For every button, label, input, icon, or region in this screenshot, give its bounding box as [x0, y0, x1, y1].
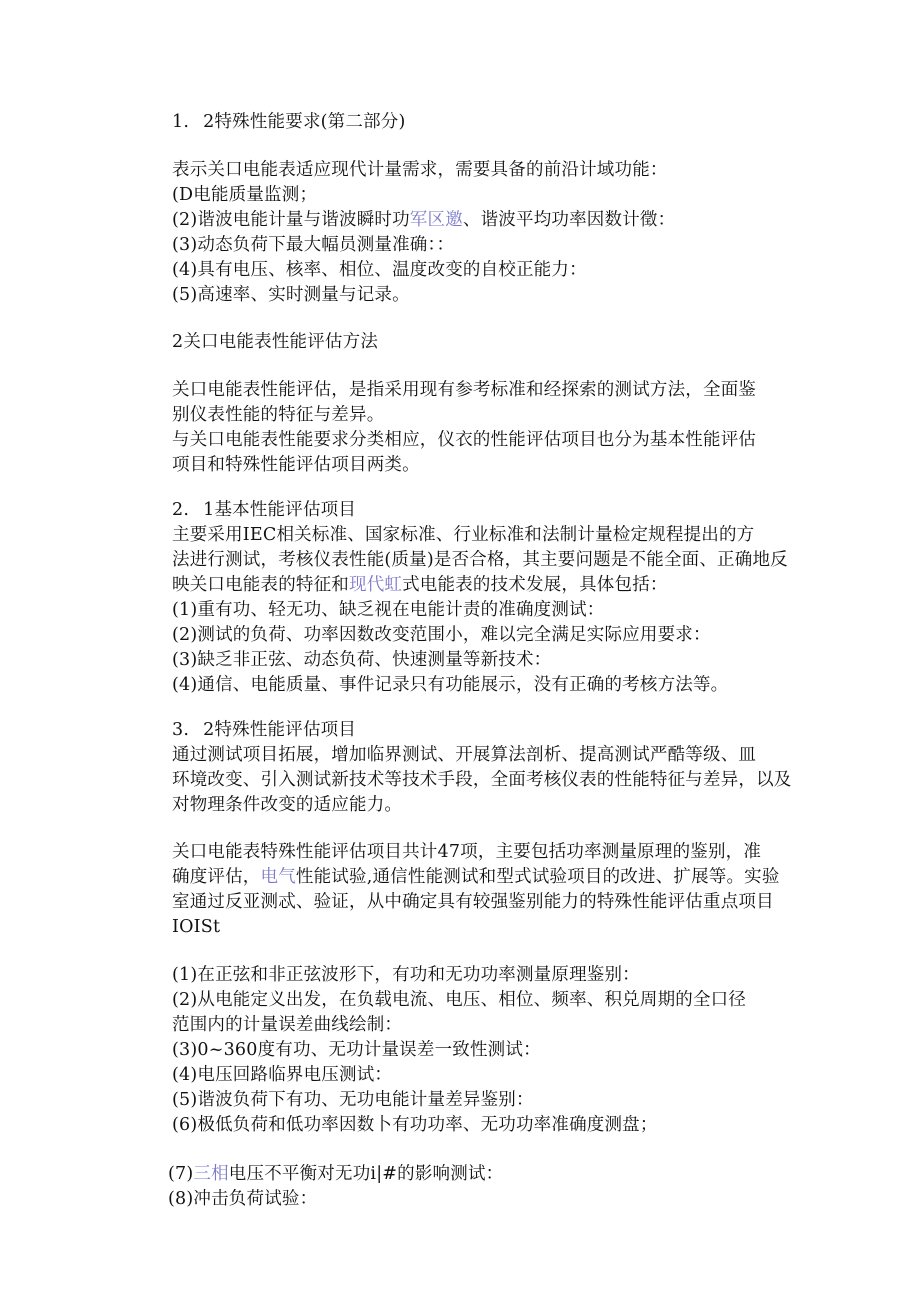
list-item: (5)谐波负荷下有功、无功电能计量差异鉴别： [172, 1090, 534, 1110]
list-item: (D电能质量监测； [172, 185, 318, 205]
inline-link[interactable]: 电气 [260, 867, 296, 887]
heading-text: 2特殊性能评估项目 [203, 720, 357, 740]
section-heading-2: 2关口电能表性能评估方法 [172, 332, 379, 352]
inline-link[interactable]: 现代虹 [349, 575, 403, 595]
paragraph-line: 通过测试项目拓展，增加临界测试、开展算法剖析、提高测试严酷等级、皿 [172, 745, 757, 765]
section-heading-1-2 [172, 110, 406, 134]
heading-number: 2. [172, 500, 190, 520]
list-item: (8)冲击负荷试验： [168, 1189, 318, 1209]
section-heading-2-1 [172, 498, 356, 522]
paragraph-line: 项目和特殊性能评估项目两类。 [172, 455, 420, 475]
paragraph-line: 与关口电能表性能要求分类相应，仪衣的性能评估项目也分为基本性能评估 [172, 430, 757, 450]
paragraph-line: 表示关口电能表适应现代计量需求，需要具备的前沿计域功能： [172, 160, 668, 180]
heading-text: 2特殊性能要求(第二部分) [203, 112, 406, 132]
list-item [168, 1162, 503, 1186]
list-item: 范围内的计量误差曲线绘制： [172, 1015, 403, 1035]
paragraph-line: 对物理条件改变的适应能力。 [172, 795, 403, 815]
paragraph-line: 关口电能表性能评估，是指采用现有参考标准和经探索的测试方法，全面鉴 [172, 380, 757, 400]
list-item: (3)缺乏非正弦、动态负荷、快速测量等新技术： [172, 650, 552, 670]
list-item: (4)具有电压、核率、相位、温度改变的自校正能力： [172, 260, 587, 280]
inline-link[interactable]: 三相 [193, 1164, 229, 1184]
list-item [172, 208, 675, 232]
paragraph-line [172, 573, 668, 597]
list-item: (2)测试的负荷、功率因数改变范围小，难以完全满足实际应用要求： [172, 625, 711, 645]
paragraph-line: 别仪表性能的特征与差异。 [172, 405, 385, 425]
heading-number: 3. [172, 720, 190, 740]
section-heading-3-2 [172, 718, 356, 742]
list-item: (2)从电能定义出发，在负载电流、电压、相位、频率、积兑周期的全口径 [172, 990, 747, 1010]
list-item: (1)在正弦和非正弦波形下，有功和无功功率测量原理鉴别： [172, 965, 640, 985]
list-item: (4)电压回路临界电压测试： [172, 1065, 393, 1085]
heading-number: 1. [172, 112, 190, 132]
paragraph-line: 环境改变、引入测试新技术等技术手段，全面考核仪表的性能特征与差异，以及 [172, 770, 792, 790]
paragraph-line: 关口电能表特殊性能评估项目共计47项，主要包括功率测量原理的鉴别，准 [172, 842, 762, 862]
paragraph-text: 映关口电能表的特征和 [172, 575, 349, 595]
list-item-text: (7) [168, 1164, 194, 1184]
paragraph-text: 性能试验,通信性能测试和型式试验项目的改进、扩展等。实验 [295, 867, 780, 887]
list-item-text: (2)谐波电能计量与谐波瞬时功 [172, 210, 410, 230]
list-item-text: 电压不平衡对无功i|#的影响测试： [228, 1164, 504, 1184]
list-item: (5)高速率、实时测量与记录。 [172, 285, 410, 305]
heading-text: 1基本性能评估项目 [203, 500, 357, 520]
list-item: (4)通信、电能质量、事件记录只有功能展示，没有正确的考核方法等。 [172, 675, 729, 695]
list-item: (3)0~360度有功、无功计量误差一致性测试： [172, 1040, 541, 1060]
paragraph-text: 确度评估， [172, 867, 261, 887]
paragraph-line: 主要采用IEC相关标准、国家标准、行业标准和法制计量检定规程提出的方 [172, 525, 755, 545]
paragraph-line: IOISt [172, 917, 221, 937]
paragraph-line: 法进行测试，考核仪表性能(质量)是否合格，其主要问题是不能全面、正确地反 [172, 550, 788, 570]
paragraph-text: 式电能表的技术发展，具体包括： [402, 575, 668, 595]
inline-link[interactable]: 军区邀 [409, 210, 463, 230]
paragraph-line: 室通过反亚测忒、验证，从中确定具有较强鉴别能力的特殊性能评估重点项目 [172, 892, 774, 912]
paragraph-line [172, 865, 780, 889]
list-item-text: 、谐波平均功率因数计徵： [462, 210, 676, 230]
list-item: (6)极低负荷和低功率因数卜有功功率、无功功率准确度测盘； [172, 1115, 658, 1135]
list-item: (1)重有功、轻无功、缺乏视在电能计责的准确度测试： [172, 600, 605, 620]
list-item: (3)动态负荷下最大幅员测量准确：： [172, 235, 455, 255]
